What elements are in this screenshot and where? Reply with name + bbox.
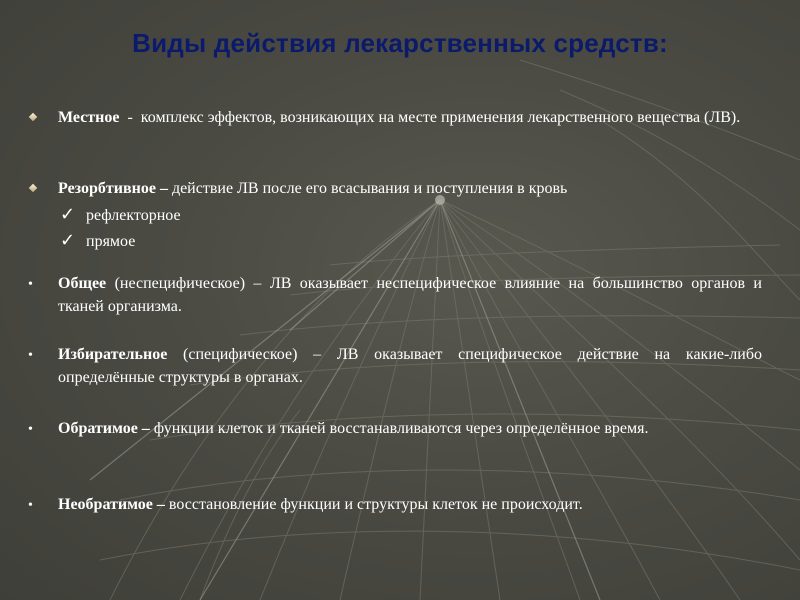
sub-item-direct [60,229,135,253]
sub-item-label: рефлекторное [86,207,181,224]
item-text: (неспецифическое) – ЛВ оказывает неспецифическое влияние на большинство органов и тканей организма. [58,275,762,315]
item-text: восстановление функции и структуры клеток не происходит. [164,496,583,513]
item-term: Обратимое – [58,420,150,437]
item-separator: - [119,109,141,126]
slide-title: Виды действия лекарственных средств: [132,28,668,58]
list-item-local [58,106,762,129]
list-item-general [58,272,762,318]
bullet-dot-icon: • [28,422,33,437]
item-term: Местное [58,109,120,126]
item-term: Избирательное [58,346,168,363]
sub-item-reflex [60,203,181,227]
check-icon: ✓ [60,204,76,225]
bullet-dot-icon: • [28,277,33,292]
item-text: комплекс эффектов, возникающих на месте применения лекарственного вещества (ЛВ). [140,109,741,126]
sub-item-label: прямое [86,233,136,250]
bullet-dot-icon: • [28,498,33,513]
item-term: Общее [58,275,107,292]
list-item-selective [58,343,762,389]
list-item-resorptive [58,177,762,200]
item-text: (специфическое) – ЛВ оказывает специфическое действие на какие-либо определённые структуры в органах. [58,346,762,386]
check-icon: ✓ [60,230,76,251]
list-item-irreversible [58,493,768,516]
list-item-reversible [58,417,768,440]
item-text: функции клеток и тканей восстанавливаются через определённое время. [149,420,649,437]
item-term: Резорбтивное – [58,180,168,197]
item-term: Необратимое – [58,496,165,513]
item-text: действие ЛВ после его всасывания и поступления в кровь [167,180,568,197]
bullet-dot-icon: • [28,348,33,363]
